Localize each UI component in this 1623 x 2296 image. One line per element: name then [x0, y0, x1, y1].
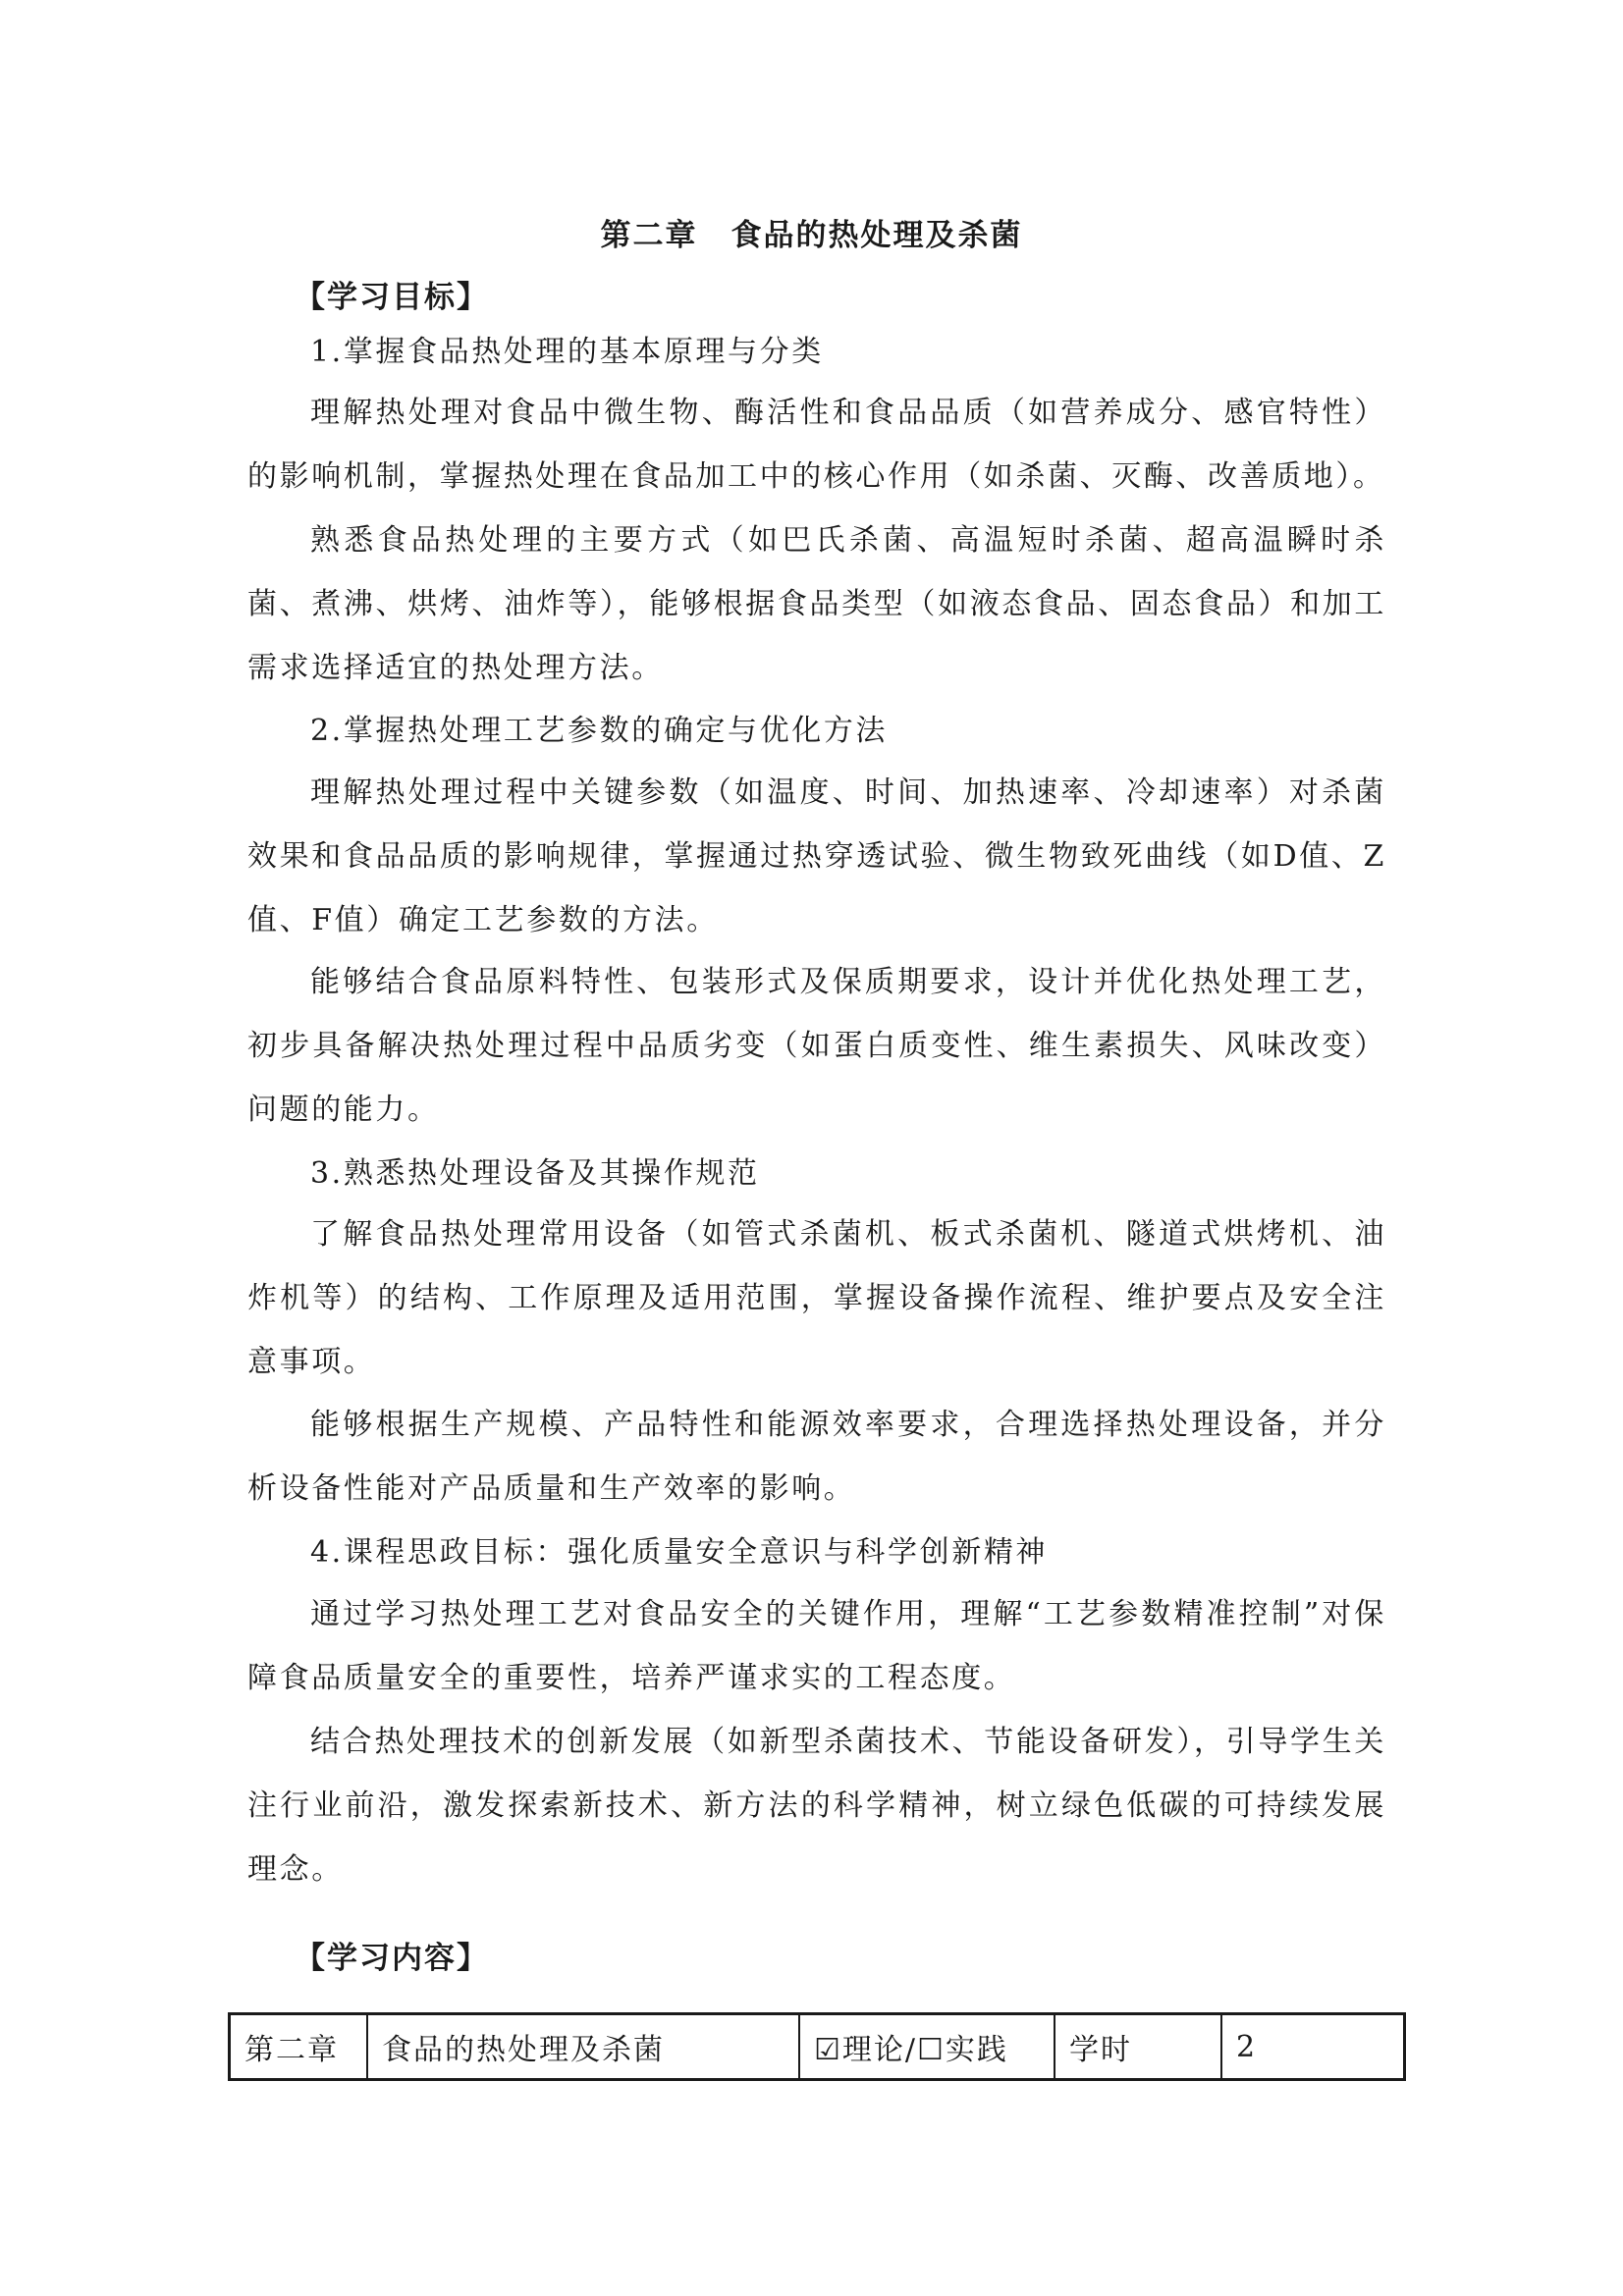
- table-cell-chapter: 第二章: [230, 2014, 368, 2080]
- table-cell-hours-label: 学时: [1055, 2014, 1221, 2080]
- theory-label: 理论/: [841, 2033, 918, 2067]
- objective-4-heading: 4.课程思政目标：强化质量安全意识与科学创新精神: [310, 1535, 1049, 1570]
- chapter-title: [0, 210, 1623, 254]
- practice-unchecked-checkbox-icon: ☐: [917, 2033, 946, 2067]
- paragraph: 通过学习热处理工艺对食品安全的关键作用，理解“工艺参数精准控制”对保障食品质量安全的重要性，培养严谨求实的工程态度。: [247, 1597, 1386, 1695]
- chapter-number: 第二章: [600, 218, 698, 253]
- paragraph: 理解热处理对食品中微生物、酶活性和食品品质（如营养成分、感官特性）的影响机制，掌握热处理在食品加工中的核心作用（如杀菌、灭酶、改善质地）。: [247, 396, 1386, 494]
- paragraph: 能够根据生产规模、产品特性和能源效率要求，合理选择热处理设备，并分析设备性能对产品质量和生产效率的影响。: [247, 1408, 1386, 1506]
- objective-2-heading: 2.掌握热处理工艺参数的确定与优化方法: [310, 714, 889, 748]
- table-cell-chapter-name: 食品的热处理及杀菌: [367, 2014, 799, 2080]
- objective-1-heading: 1.掌握食品热处理的基本原理与分类: [310, 335, 824, 369]
- objectives-heading: 【学习目标】: [295, 280, 489, 315]
- objective-3-heading: 3.熟悉热处理设备及其操作规范: [310, 1156, 760, 1191]
- paragraph: 了解食品热处理常用设备（如管式杀菌机、板式杀菌机、隧道式烘烤机、油炸机等）的结构、工作原理及适用范围，掌握设备操作流程、维护要点及安全注意事项。: [247, 1217, 1386, 1379]
- paragraph: 能够结合食品原料特性、包装形式及保质期要求，设计并优化热处理工艺，初步具备解决热处理过程中品质劣变（如蛋白质变性、维生素损失、风味改变）问题的能力。: [247, 965, 1386, 1127]
- content-heading: 【学习内容】: [295, 1941, 489, 1976]
- practice-label: 实践: [945, 2033, 1008, 2067]
- paragraph: 理解热处理过程中关键参数（如温度、时间、加热速率、冷却速率）对杀菌效果和食品品质的影响规律，掌握通过热穿透试验、微生物致死曲线（如D值、Z值、F值）确定工艺参数的方法。: [247, 775, 1386, 937]
- paragraph: 熟悉食品热处理的主要方式（如巴氏杀菌、高温短时杀菌、超高温瞬时杀菌、煮沸、烘烤、油炸等），能够根据食品类型（如液态食品、固态食品）和加工需求选择适宜的热处理方法。: [247, 523, 1386, 685]
- chapter-name: 食品的热处理及杀菌: [730, 218, 1023, 253]
- table-cell-type: [799, 2014, 1055, 2080]
- table-cell-hours-value: 2: [1221, 2014, 1405, 2080]
- paragraph: 结合热处理技术的创新发展（如新型杀菌技术、节能设备研发），引导学生关注行业前沿，激发探索新技术、新方法的科学精神，树立绿色低碳的可持续发展理念。: [247, 1725, 1386, 1887]
- table-row: [230, 2014, 1405, 2080]
- theory-checked-checkbox-icon: ☑: [814, 2033, 842, 2067]
- course-content-table: [228, 2012, 1406, 2081]
